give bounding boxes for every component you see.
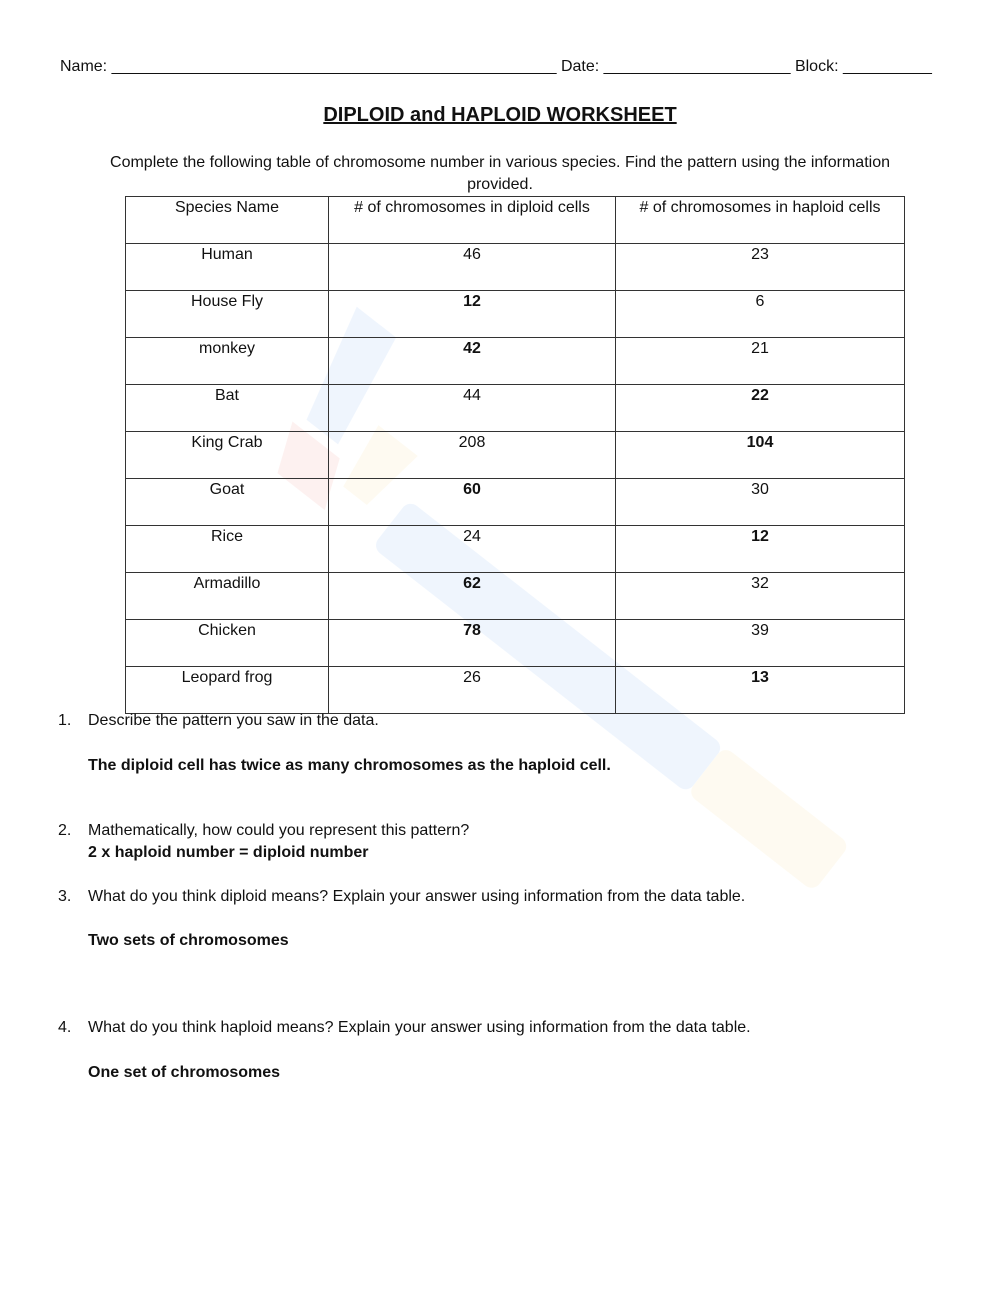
answer-3: Two sets of chromosomes [88, 932, 289, 949]
cell-diploid: 60 [329, 479, 616, 526]
cell-diploid: 208 [329, 432, 616, 479]
cell-diploid: 62 [329, 573, 616, 620]
question-number: 4. [58, 1019, 72, 1036]
cell-species: King Crab [126, 432, 329, 479]
cell-haploid: 22 [616, 385, 905, 432]
cell-haploid: 21 [616, 338, 905, 385]
answer-2: 2 x haploid number = diploid number [88, 844, 369, 861]
question-2 [58, 820, 938, 842]
question-number: 2. [58, 822, 72, 839]
table-row [126, 244, 905, 291]
page-title: DIPLOID and HAPLOID WORKSHEET [323, 104, 677, 126]
question-text: What do you think haploid means? Explain your answer using information from the data table. [88, 1019, 751, 1036]
cell-diploid: 24 [329, 526, 616, 573]
cell-haploid: 32 [616, 573, 905, 620]
header-diploid: # of chromosomes in diploid cells [329, 197, 616, 244]
cell-haploid: 6 [616, 291, 905, 338]
table-row [126, 338, 905, 385]
cell-haploid: 12 [616, 526, 905, 573]
cell-species: Armadillo [126, 573, 329, 620]
cell-diploid: 78 [329, 620, 616, 667]
instructions: Complete the following table of chromosome number in various species. Find the pattern using the information provided. [110, 154, 890, 193]
cell-haploid: 30 [616, 479, 905, 526]
table-row [126, 479, 905, 526]
cell-diploid: 42 [329, 338, 616, 385]
header-haploid: # of chromosomes in haploid cells [616, 197, 905, 244]
table-row [126, 667, 905, 714]
table-row [126, 573, 905, 620]
question-4 [58, 1017, 938, 1039]
question-text: Describe the pattern you saw in the data. [88, 712, 379, 729]
question-number: 1. [58, 712, 72, 729]
header-name-date-block: Name: __________________________________________________ Date: _____________________ Block: __________ [60, 58, 932, 75]
cell-diploid: 44 [329, 385, 616, 432]
cell-species: Human [126, 244, 329, 291]
table-row [126, 526, 905, 573]
chromosome-table [125, 196, 905, 714]
cell-haploid: 104 [616, 432, 905, 479]
cell-species: monkey [126, 338, 329, 385]
cell-species: Rice [126, 526, 329, 573]
question-text: What do you think diploid means? Explain your answer using information from the data table. [88, 888, 746, 905]
answer-4: One set of chromosomes [88, 1064, 281, 1081]
cell-species: House Fly [126, 291, 329, 338]
table-row [126, 291, 905, 338]
cell-species: Chicken [126, 620, 329, 667]
cell-diploid: 12 [329, 291, 616, 338]
question-3 [58, 886, 938, 908]
table-row [126, 620, 905, 667]
cell-species: Goat [126, 479, 329, 526]
question-text: Mathematically, how could you represent this pattern? [88, 822, 470, 839]
question-1 [58, 710, 938, 732]
cell-haploid: 13 [616, 667, 905, 714]
cell-diploid: 46 [329, 244, 616, 291]
table-header-row [126, 197, 905, 244]
header-species: Species Name [126, 197, 329, 244]
cell-haploid: 23 [616, 244, 905, 291]
table-row [126, 385, 905, 432]
table-row [126, 432, 905, 479]
cell-haploid: 39 [616, 620, 905, 667]
question-number: 3. [58, 888, 72, 905]
answer-1: The diploid cell has twice as many chromosomes as the haploid cell. [88, 757, 611, 774]
cell-species: Leopard frog [126, 667, 329, 714]
cell-diploid: 26 [329, 667, 616, 714]
cell-species: Bat [126, 385, 329, 432]
